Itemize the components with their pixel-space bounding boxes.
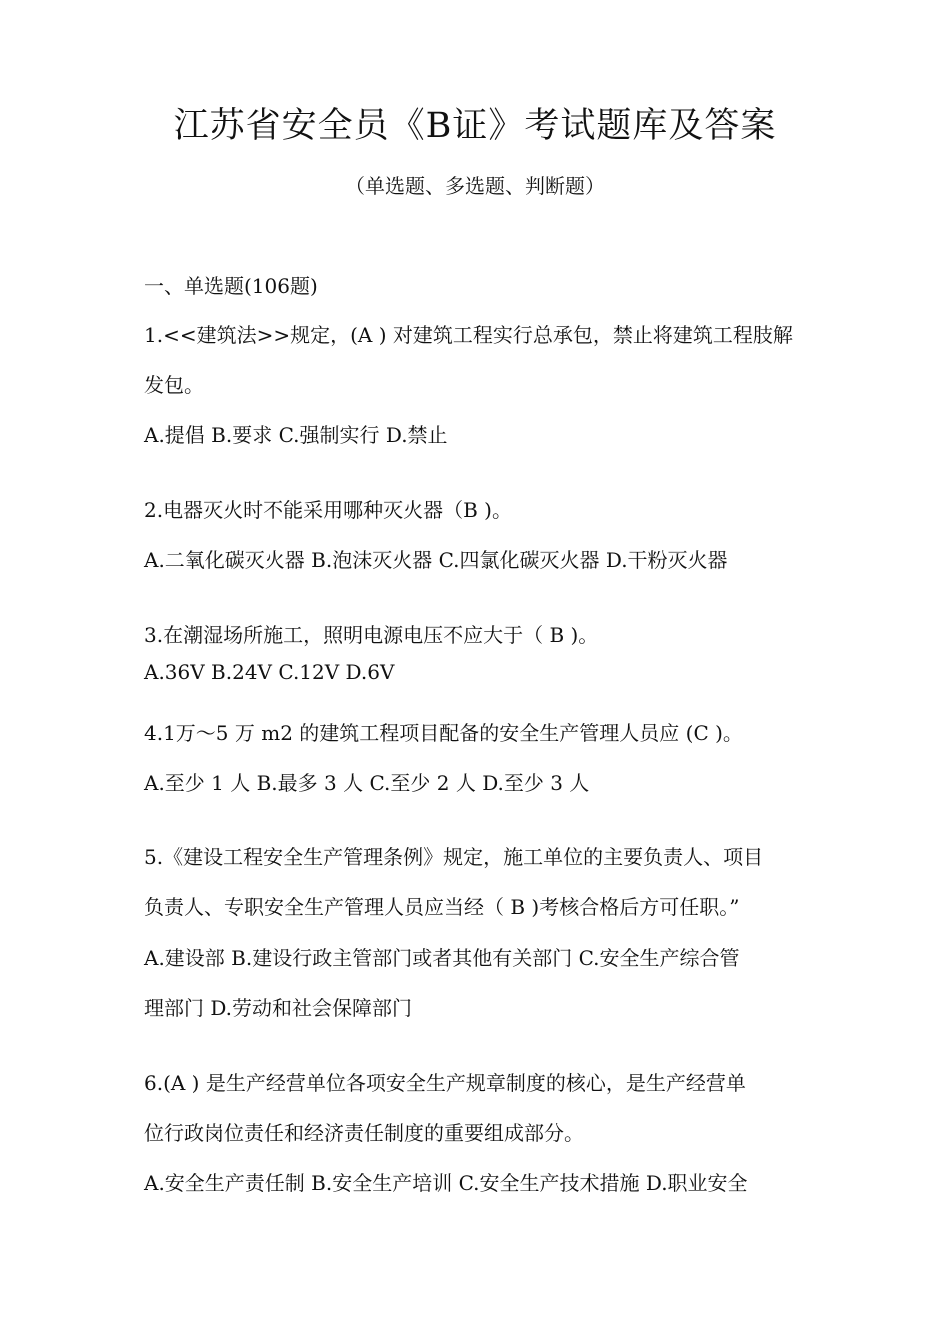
question-6-stem-line-1: 6.(A ) 是生产经营单位各项安全生产规章制度的核心，是生产经营单	[144, 1071, 746, 1095]
question-6-stem-line-2: 位行政岗位责任和经济责任制度的重要组成部分。	[144, 1121, 584, 1145]
question-5-stem-line-1: 5.《建设工程安全生产管理条例》规定，施工单位的主要负责人、项目	[144, 845, 764, 869]
section-heading: 一、单选题(106题)	[144, 274, 318, 298]
question-2-options: A.二氧化碳灭火器 B.泡沫灭火器 C.四氯化碳灭火器 D.干粉灭火器	[144, 548, 728, 572]
question-1-options: A.提倡 B.要求 C.强制实行 D.禁止	[144, 423, 448, 447]
question-5-stem-line-2: 负责人、专职安全生产管理人员应当经（ B )考核合格后方可任职。”	[144, 895, 740, 919]
question-3-stem-line-1: 3.在潮湿场所施工，照明电源电压不应大于（ B )。	[144, 623, 599, 647]
question-4-stem-line-1: 4.1万～5 万 m2 的建筑工程项目配备的安全生产管理人员应 (C )。	[144, 721, 743, 745]
question-2-stem-line-1: 2.电器灭火时不能采用哪种灭火器（B )。	[144, 498, 512, 522]
document-title: 江苏省安全员《B证》考试题库及答案	[173, 106, 777, 146]
question-1-stem-line-2: 发包。	[144, 373, 204, 397]
question-1-stem-line-1: 1.<<建筑法>>规定，(A ) 对建筑工程实行总承包，禁止将建筑工程肢解	[144, 323, 793, 347]
question-5-options-line-2: 理部门 D.劳动和社会保障部门	[144, 996, 413, 1020]
question-4-options: A.至少 1 人 B.最多 3 人 C.至少 2 人 D.至少 3 人	[144, 771, 590, 795]
document-subtitle: （单选题、多选题、判断题）	[345, 174, 605, 198]
question-6-options: A.安全生产责任制 B.安全生产培训 C.安全生产技术措施 D.职业安全	[144, 1171, 748, 1195]
question-3-options: A.36V B.24V C.12V D.6V	[144, 660, 395, 684]
question-5-options-line-1: A.建设部 B.建设行政主管部门或者其他有关部门 C.安全生产综合管	[144, 946, 740, 970]
